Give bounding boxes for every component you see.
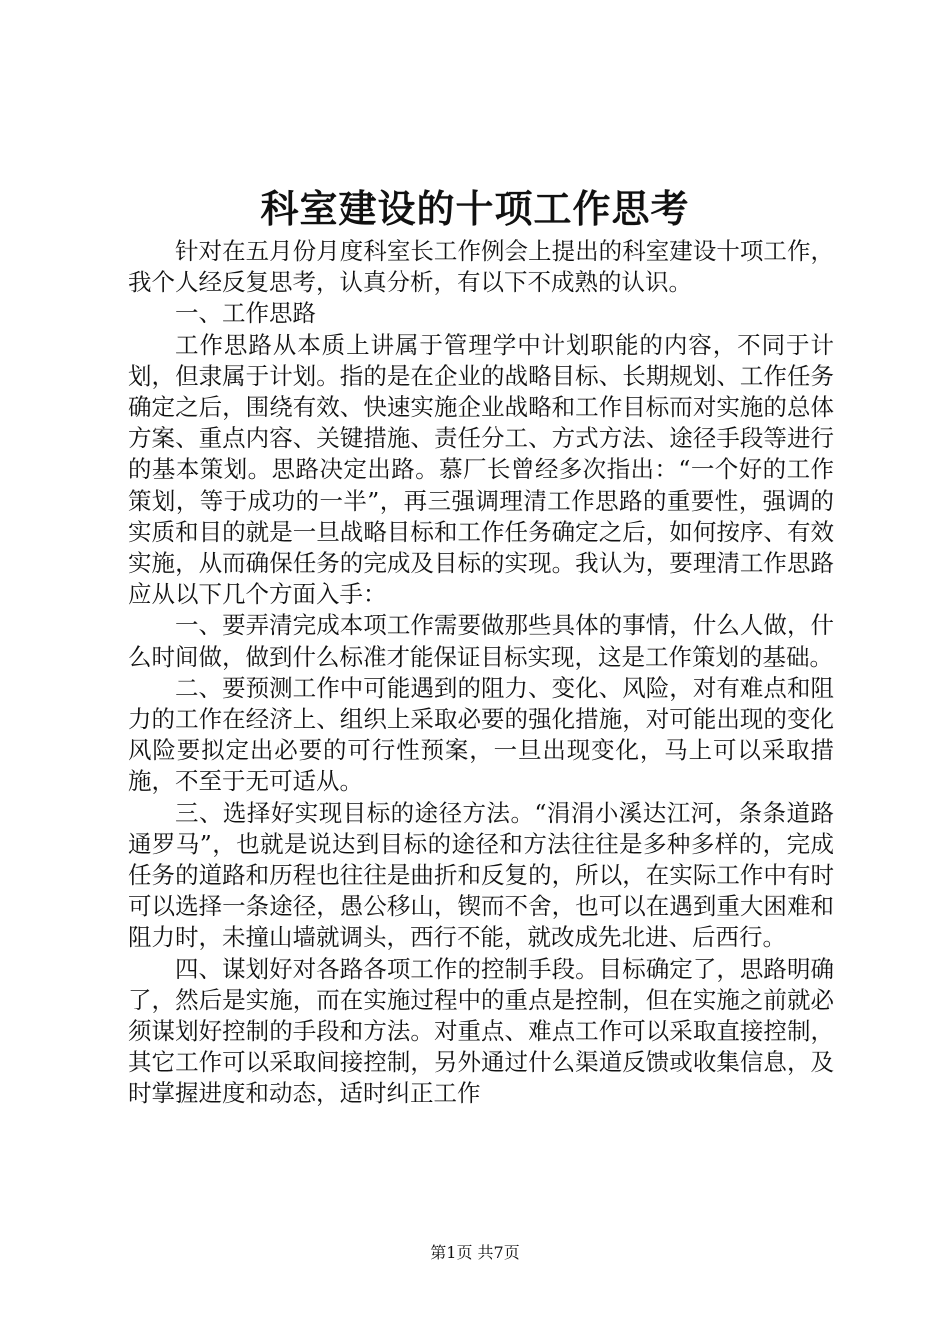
document-title: 科室建设的十项工作思考 <box>260 186 690 231</box>
paragraph-point-2: 二、要预测工作中可能遇到的阻力、变化、风险，对有难点和阻力的工作在经济上、组织上采取必要的强化措施，对可能出现的变化风险要拟定出必要的可行性预案，一旦出现变化，马上可以采取措施，不至于无可适从。 <box>128 673 834 796</box>
document-body <box>128 236 834 1110</box>
paragraph-point-3: 三、选择好实现目标的途径方法。“涓涓小溪达江河，条条道路通罗马”，也就是说达到目标的途径和方法往往是多种多样的，完成任务的道路和历程也往往是曲折和反复的，所以，在实际工作中有时可以选择一条途径，愚公移山，锲而不舍，也可以在遇到重大困难和阻力时，未撞山墙就调头，西行不能，就改成先北进、后西行。 <box>128 798 834 952</box>
page-footer: 第1页 共7页 <box>430 1243 520 1262</box>
section-heading: 一、工作思路 <box>175 299 316 328</box>
paragraph-point-1: 一、要弄清完成本项工作需要做那些具体的事情，什么人做，什么时间做，做到什么标准才能保证目标实现，这是工作策划的基础。 <box>128 611 834 671</box>
paragraph-intro: 针对在五月份月度科室长工作例会上提出的科室建设十项工作，我个人经反复思考，认真分析，有以下不成熟的认识。 <box>128 237 834 297</box>
paragraph-work-ideas: 工作思路从本质上讲属于管理学中计划职能的内容，不同于计划，但隶属于计划。指的是在企业的战略目标、长期规划、工作任务确定之后，围绕有效、快速实施企业战略和工作目标而对实施的总体方案、重点内容、关键措施、责任分工、方式方法、途径手段等进行的基本策划。思路决定出路。慕厂长曾经多次指出：“一个好的工作策划，等于成功的一半”，再三强调理清工作思路的重要性，强调的实质和目的就是一旦战略目标和工作任务确定之后，如何按序、有效实施，从而确保任务的完成及目标的实现。我认为，要理清工作思路应从以下几个方面入手： <box>128 330 834 609</box>
paragraph-point-4: 四、谋划好对各路各项工作的控制手段。目标确定了，思路明确了，然后是实施，而在实施过程中的重点是控制，但在实施之前就必须谋划好控制的手段和方法。对重点、难点工作可以采取直接控制，其它工作可以采取间接控制，另外通过什么渠道反馈或收集信息，及时掌握进度和动态，适时纠正工作 <box>128 954 834 1108</box>
